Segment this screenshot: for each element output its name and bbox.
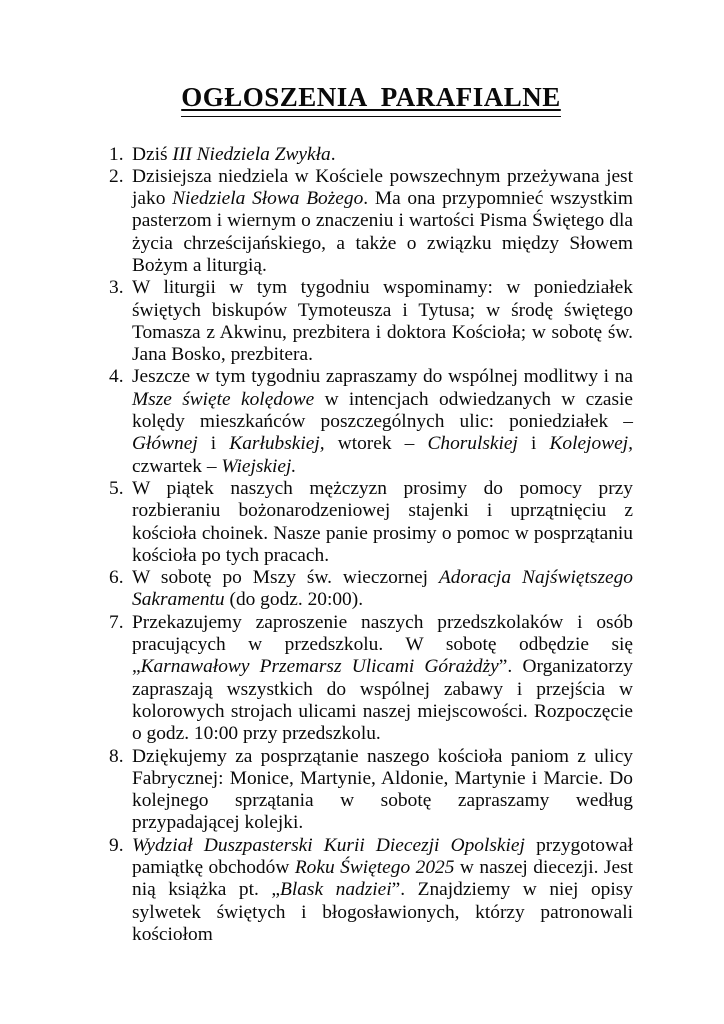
list-item-text [132,144,336,165]
list-item-number: 1. [109,143,124,165]
list-item-text [132,478,633,566]
page-title: OGŁOSZENIA PARAFIALNE [181,82,561,117]
regular-text: . Ma ona przypomnieć wszystkim pasterzom i wiernym o znaczeniu i wartości Pisma Świętego dla życia chrześcijańskiego, a także o związku między Słowem Bożym a liturgią. [132,188,634,276]
italic-text: III Niedziela Zwykła [172,143,331,165]
regular-text: W sobotę po Mszy św. wieczornej [132,567,439,589]
italic-text: Msze święte kolędowe [132,388,315,410]
regular-text: i [197,433,230,455]
list-item [109,366,633,477]
list-item-text [132,277,633,365]
italic-text: Adoracja Najświętszego Sakramentu [132,567,633,611]
list-item-text [132,567,633,610]
list-item-number: 7. [109,611,124,633]
list-item-number: 4. [109,366,124,388]
list-item-text [132,366,633,476]
italic-text: Kolejowej, [549,433,633,455]
italic-text: Karłubskiej, [229,433,325,455]
announcements-list [109,144,633,947]
list-item-text [132,612,633,744]
regular-text: ”. Organizatorzy zapraszają wszystkich do wspólnej zabawy i przejścia w kolorowych strojach ulicami naszej miejscowości. Rozpoczęcie o godz. 10:00 przy przedszkolu. [132,656,634,745]
list-item [109,746,633,835]
list-item [109,277,633,366]
list-item-number: 8. [109,745,124,767]
list-item-number: 6. [109,567,124,589]
regular-text: przygotował pamiątkę obchodów [132,834,634,878]
list-item-number: 2. [109,165,124,187]
italic-text: Blask nadziei [280,879,392,901]
list-item [109,612,633,746]
list-item-number: 5. [109,477,124,499]
list-item [109,567,633,612]
regular-text: (do godz. 20:00). [224,589,364,611]
regular-text: W liturgii w tym tygodniu wspominamy: w poniedziałek świętych biskupów Tymoteusza i Tytusa; w środę świętego Tomasza z Akwinu, prezbitera i doktora Kościoła; w sobotę św. Jana Bosko, prezbitera. [132,277,633,366]
regular-text: czwartek – [132,455,222,477]
regular-text: wtorek – [324,433,428,455]
list-item-number: 3. [109,277,124,299]
regular-text: w intencjach odwiedzanych w czasie kolędy mieszkańców poszczególnych ulic: poniedziałek – [132,388,633,433]
regular-text: . [330,143,336,165]
regular-text: Przekazujemy zaproszenie naszych przedszkolaków i osób pracujących w przedszkolu. W sobotę odbędzie się „ [132,611,633,678]
list-item-text [132,166,633,276]
regular-text: Dziękujemy za posprzątanie naszego kościoła paniom z ulicy Fabrycznej: Monice, Martynie, Aldonie, Martynie i Marcie. Do kolejnego sprzątania w sobotę zapraszamy według przypadającej kolejki. [132,745,633,834]
regular-text: w naszej diecezji. Jest nią książka pt. „ [132,857,633,901]
italic-text: Wydział Duszpasterski Kurii Diecezji Opolskiej [132,834,525,856]
italic-text: Niedziela Słowa Bożego [172,188,364,210]
list-item-number: 9. [109,834,124,856]
italic-text: Głównej [132,433,198,455]
list-item [109,166,633,277]
list-item [109,835,633,946]
list-item-text [132,746,633,834]
italic-text: Karnawałowy Przemarsz Ulicami Górażdży [140,656,499,678]
italic-text: Wiejskiej. [221,455,297,477]
regular-text: i [517,433,550,455]
regular-text: W piątek naszych mężczyzn prosimy do pomocy przy rozbieraniu bożonarodzeniowej stajenki i uprzątnięciu z kościoła choinek. Nasze panie prosimy o pomoc w posprzątaniu kościoła po tych pracach. [132,477,633,566]
italic-text: Chorulskiej [427,433,518,455]
regular-text: Dziś [132,143,173,165]
list-item-text [132,835,633,945]
list-item [109,478,633,567]
regular-text: Dzisiejsza niedziela w Kościele powszechnym przeżywana jest jako [132,165,633,210]
regular-text: Jeszcze w tym tygodniu zapraszamy do wspólnej modlitwy i na [132,366,633,388]
list-item [109,144,633,166]
regular-text: ”. Znajdziemy w niej opisy sylwetek świętych i błogosławionych, którzy patronowali kościołom [132,879,633,945]
title-row [109,82,633,117]
italic-text: Roku Świętego 2025 [294,857,455,878]
